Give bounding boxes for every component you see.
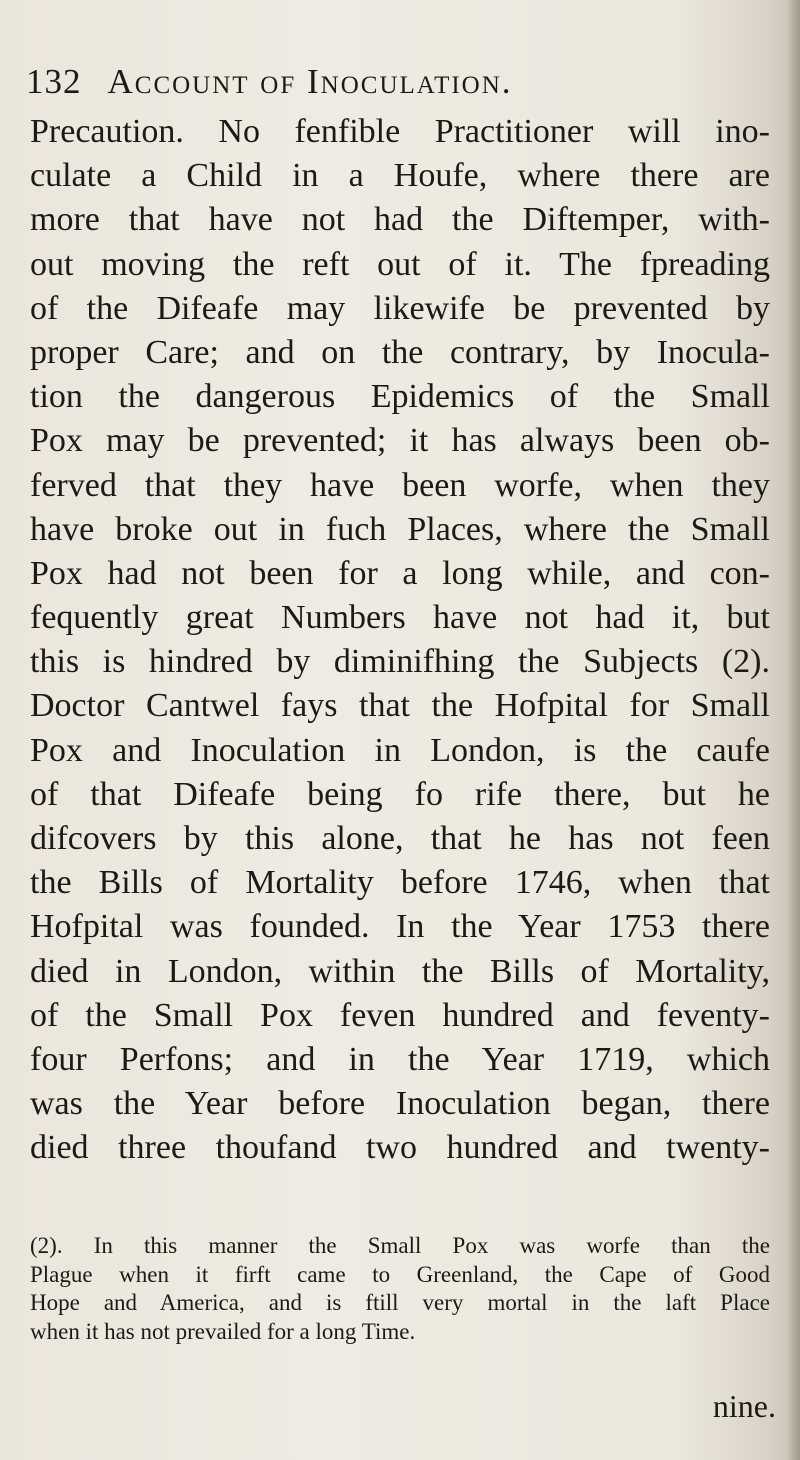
page-number: 132 <box>26 62 82 101</box>
text-line: Pox had not been for a long while, and con- <box>30 554 770 592</box>
footnote-line: Hope and America, and is ftill very mortal in the laft Place <box>30 1290 770 1315</box>
running-header <box>26 62 786 102</box>
footnote-line: (2). In this manner the Small Pox was worfe than the <box>30 1233 770 1258</box>
catchword: nine. <box>712 1388 776 1424</box>
body-text <box>30 110 770 1171</box>
text-line: out moving the reft out of it. The fpreading <box>30 245 770 283</box>
text-line: of that Difeafe being fo rife there, but he <box>30 775 770 813</box>
text-line: have broke out in fuch Places, where the Small <box>30 510 770 548</box>
text-line: Precaution. No fenfible Practitioner will ino- <box>30 113 770 150</box>
footnote-line: Plague when it firft came to Greenland, the Cape of Good <box>30 1261 770 1287</box>
text-line: died in London, within the Bills of Mortality, <box>30 952 770 990</box>
text-line: Hofpital was founded. In the Year 1753 there <box>30 908 770 946</box>
text-line: the Bills of Mortality before 1746, when that <box>30 864 770 902</box>
text-line: culate a Child in a Houfe, where there are <box>30 157 770 195</box>
page-edge-shadow <box>786 0 800 1460</box>
text-line: ferved that they have been worfe, when they <box>30 466 770 504</box>
text-line: proper Care; and on the contrary, by Inocula- <box>30 333 770 371</box>
text-line: Pox and Inoculation in London, is the caufe <box>30 731 770 769</box>
text-line: this is hindred by diminifhing the Subjects (2). <box>30 643 770 681</box>
text-line: Doctor Cantwel fays that the Hofpital for Small <box>30 687 770 725</box>
text-line: Pox may be prevented; it has always been ob- <box>30 422 770 460</box>
text-line: was the Year before Inoculation began, there <box>30 1085 770 1123</box>
footnote <box>30 1232 770 1346</box>
text-line: fequently great Numbers have not had it, but <box>30 599 770 637</box>
text-line: of the Difeafe may likewife be prevented by <box>30 289 770 327</box>
text-line: of the Small Pox feven hundred and feventy- <box>30 996 770 1034</box>
running-title: Account of Inoculation. <box>107 62 513 101</box>
footnote-line: when it has not prevailed for a long Time. <box>30 1318 416 1344</box>
text-line: tion the dangerous Epidemics of the Small <box>30 378 770 416</box>
text-line: difcovers by this alone, that he has not feen <box>30 820 770 857</box>
text-line: four Perfons; and in the Year 1719, which <box>30 1040 770 1078</box>
text-line: died three thoufand two hundred and twenty- <box>30 1129 770 1167</box>
text-line: more that have not had the Diftemper, with- <box>30 201 770 239</box>
